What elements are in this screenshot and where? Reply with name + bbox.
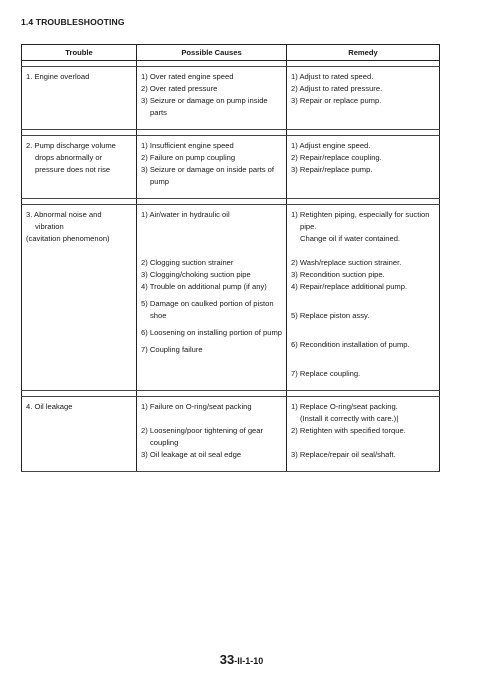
- remedy-item: 2) Adjust to rated pressure.: [291, 84, 383, 93]
- remedy-cell: [287, 67, 440, 130]
- trouble-text: 4. Oil leakage: [26, 402, 73, 411]
- trouble-text: 2. Pump discharge volume drops abnormally or pressure does not rise: [26, 141, 116, 174]
- cause-item: 2) Failure on pump coupling: [141, 153, 236, 162]
- remedy-item: 5) Replace piston assy.: [291, 311, 370, 320]
- header-remedy: Remedy: [287, 45, 440, 61]
- remedy-item: 3) Recondition suction pipe.: [291, 270, 385, 279]
- table-row: [22, 397, 440, 472]
- remedy-item: 3) Replace/repair oil seal/shaft.: [291, 450, 396, 459]
- page-title: 1.4 TROUBLESHOOTING: [21, 17, 125, 27]
- remedy-item: 1) Retighten piping, especially for suction pipe.: [291, 210, 430, 231]
- trouble-cell: [22, 67, 137, 130]
- remedy-item: 1) Adjust engine speed.: [291, 141, 371, 150]
- cause-item: 5) Damage on caulked portion of piston shoe: [141, 299, 274, 320]
- cause-item: 2) Over rated pressure: [141, 84, 218, 93]
- remedy-item: 2) Repair/replace coupling.: [291, 153, 382, 162]
- trouble-text: 1. Engine overload: [26, 72, 90, 81]
- cause-item: 2) Clogging suction strainer: [141, 258, 234, 267]
- page-number-major: 33: [219, 652, 235, 667]
- remedy-item-continued: (Install it correctly with care.)|: [300, 414, 399, 423]
- header-trouble: Trouble: [22, 45, 137, 61]
- trouble-note: (cavitation phenomenon): [26, 234, 110, 243]
- cause-item: 3) Seizure or damage on pump inside parts: [141, 96, 268, 117]
- table-header-row: [22, 45, 440, 61]
- trouble-cell: [22, 397, 137, 472]
- remedy-cell: [287, 397, 440, 472]
- remedy-item: 2) Wash/replace suction strainer.: [291, 258, 402, 267]
- remedy-item: 3) Repair/replace pump.: [291, 165, 373, 174]
- cause-item: 3) Oil leakage at oil seal edge: [141, 450, 242, 459]
- causes-cell: [137, 136, 287, 199]
- trouble-cell: [22, 136, 137, 199]
- remedy-item: 2) Retighten with specified torque.: [291, 426, 406, 435]
- causes-cell: [137, 67, 287, 130]
- cause-item: 1) Over rated engine speed: [141, 72, 234, 81]
- cause-item: 1) Insufficient engine speed: [141, 141, 234, 150]
- header-possible-causes: Possible Causes: [137, 45, 287, 61]
- cause-item: 4) Trouble on additional pump (if any): [141, 282, 267, 291]
- cause-item: 3) Clogging/choking suction pipe: [141, 270, 251, 279]
- table-row: [22, 136, 440, 199]
- cause-item: 7) Coupling failure: [141, 345, 203, 354]
- remedy-item: 1) Adjust to rated speed.: [291, 72, 374, 81]
- remedy-item: 1) Replace O-ring/seat packing.: [291, 402, 398, 411]
- remedy-item-continued: Change oil if water contained.: [300, 234, 401, 243]
- trouble-text: 3. Abnormal noise and vibration: [26, 210, 102, 231]
- remedy-cell: [287, 205, 440, 391]
- causes-cell: [137, 397, 287, 472]
- remedy-item: 7) Replace coupling.: [291, 369, 361, 378]
- remedy-item: 4) Repair/replace additional pump.: [291, 282, 408, 291]
- table-row: [22, 205, 440, 391]
- cause-item: 2) Loosening/poor tightening of gear coupling: [141, 426, 264, 447]
- page-number-minor: -II-1-10: [234, 656, 264, 666]
- trouble-cell: [22, 205, 137, 391]
- remedy-cell: [287, 136, 440, 199]
- table-row: [22, 67, 440, 130]
- remedy-item: 6) Recondition installation of pump.: [291, 340, 410, 349]
- causes-cell: [137, 205, 287, 391]
- troubleshooting-table: [21, 44, 440, 472]
- cause-item: 1) Failure on O-ring/seat packing: [141, 402, 252, 411]
- cause-item: 1) Air/water in hydraulic oil: [141, 210, 230, 219]
- page-number: [0, 651, 483, 669]
- cause-item: 3) Seizure or damage on inside parts of pump: [141, 165, 274, 186]
- remedy-item: 3) Repair or replace pump.: [291, 96, 382, 105]
- cause-item: 6) Loosening on installing portion of pump: [141, 328, 282, 337]
